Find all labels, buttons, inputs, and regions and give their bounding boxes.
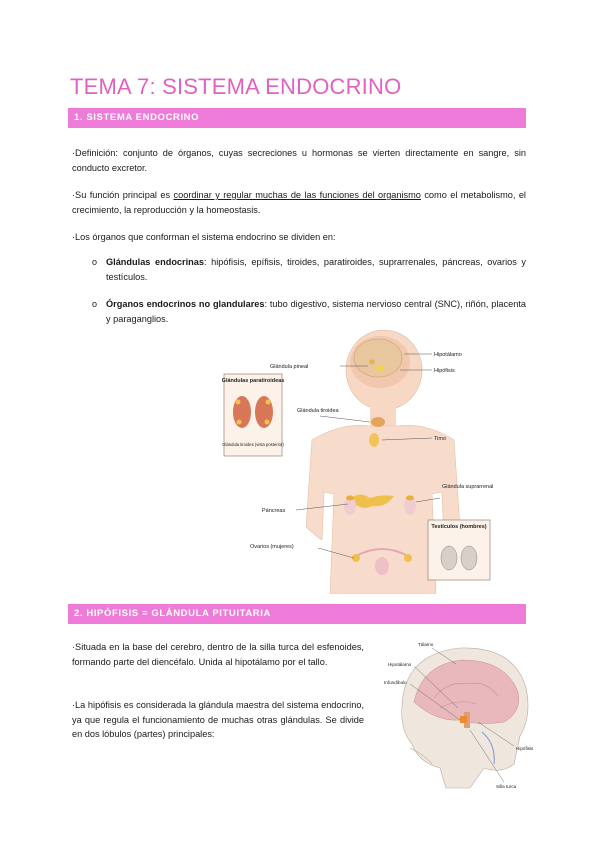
bullet-bold: Órganos endocrinos no glandulares — [106, 299, 265, 309]
bullet-marker: o — [92, 257, 98, 267]
label-hipotalamo: Hipotálamo — [434, 352, 462, 358]
label-hipofisis: Hipófisis — [434, 368, 455, 374]
bullet-text: : tubo digestivo, sistema nervioso central (SNC), riñón, placenta y paraganglios. — [106, 299, 526, 324]
label-talamo: Tálamo — [418, 642, 434, 647]
paragraph-organos: ·Los órganos que conforman el sistema endocrino se dividen en: — [72, 232, 336, 242]
parathyroid-inset — [222, 374, 284, 456]
paragraph-glandula-maestra: ·La hipófisis es considerada la glándula maestra del sistema endocrino, ya que regula el funcionamiento de muchas otras glándulas. Se divide en dos lóbulos (partes) principales: — [72, 700, 364, 739]
brain-drawing — [354, 339, 402, 377]
hypophysis-illustration — [374, 636, 542, 796]
label-ovarios: Ovarios (mujeres) — [250, 544, 294, 550]
testicles-inset — [428, 520, 490, 580]
label-hipotalamo-2: Hipotálamo — [388, 662, 412, 667]
bullet-marker: o — [92, 299, 98, 309]
label-hipofisis-2: Hipófisis — [516, 746, 534, 751]
section-heading-2: 2. HIPÓFISIS = GLÁNDULA PITUITARIA — [68, 604, 526, 624]
skull-drawing — [402, 648, 528, 788]
paragraph-definicion: ·Definición: conjunto de órganos, cuyas secreciones u hormonas se vierten directamente en sangre, sin conducto excretor. — [72, 148, 526, 173]
label-glandula-pineal: Glándula pineal — [270, 364, 309, 370]
label-pancreas: Páncreas — [262, 508, 286, 514]
label-glandulas-paratiroideas: Glándulas paratiroideas — [222, 378, 285, 384]
label-testiculos: Testículos (hombres) — [431, 524, 487, 530]
section-heading-1: 1. SISTEMA ENDOCRINO — [68, 108, 526, 128]
bullet-text: : hipófisis, epífisis, tiroides, paratiroides, suprarrenales, páncreas, ovarios y testículos. — [106, 257, 526, 282]
endocrine-system-illustration — [222, 322, 522, 594]
paragraph-funcion-pre: ·Su función principal es — [72, 190, 174, 200]
bullet-bold: Glándulas endocrinas — [106, 257, 204, 267]
label-glandula-tiroidea: Glándula tiroidea — [297, 408, 339, 414]
paragraph-funcion-post: como el metabolismo, el crecimiento, la reproducción y la homeostasis. — [72, 190, 526, 215]
label-silla-turca: Silla turca — [496, 784, 517, 789]
label-infundibulo: Infundíbulo — [384, 680, 407, 685]
label-glandula-tiroides-caption: Glándula tiroides (vista posterior) — [222, 442, 284, 447]
page-title: TEMA 7: SISTEMA ENDOCRINO — [70, 74, 402, 99]
label-glandula-suprarrenal: Glándula suprarrenal — [442, 484, 494, 490]
paragraph-funcion — [72, 188, 526, 217]
paragraph-situacion: ·Situada en la base del cerebro, dentro de la silla turca del esfenoides, formando parte del diencéfalo. Unida al hipotálamo por el tallo. — [72, 642, 364, 667]
label-timo: Timo — [434, 436, 447, 442]
bullet-glandulas-endocrinas — [92, 255, 526, 284]
paragraph-funcion-underlined: coordinar y regular muchas de las funciones del organismo — [173, 190, 421, 200]
